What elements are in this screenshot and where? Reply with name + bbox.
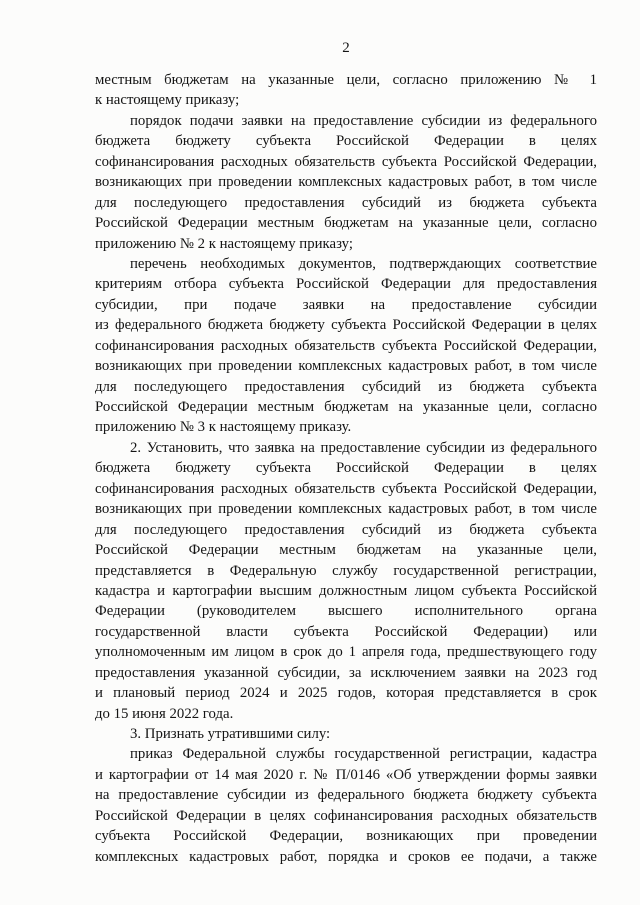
paragraph: [95, 744, 597, 867]
text-line: до 15 июня 2022 года.: [95, 705, 234, 722]
text-line: приложению № 3 к настоящему приказу.: [95, 419, 352, 436]
text-line: бюджета бюджету субъекта Российской Федерации в целях: [95, 133, 597, 150]
text-line: Российской Федерации в целях софинансирования расходных обязательств: [95, 807, 597, 824]
text-line: возникающих при проведении комплексных кадастровых работ, в том числе: [95, 174, 597, 191]
text-line: приказ Федеральной службы государственной регистрации, кадастра: [130, 746, 597, 763]
text-line: перечень необходимых документов, подтверждающих соответствие: [130, 255, 597, 272]
text-line: субсидии, при подаче заявки на предоставление субсидии: [95, 296, 597, 313]
text-line: на предоставление субсидии из федерального бюджета бюджету субъекта: [95, 787, 597, 804]
text-line: кадастра и картографии высшим должностным лицом субъекта Российской: [95, 582, 597, 599]
text-line: и плановый период 2024 и 2025 годов, которая представляется в срок: [95, 685, 597, 702]
text-line: для последующего предоставления субсидий из бюджета субъекта: [95, 378, 597, 395]
text-line: субъекта Российской Федерации, возникающих при проведении: [95, 828, 597, 845]
text-line: комплексных кадастровых работ, порядка и сроков ее подачи, а также: [95, 848, 597, 865]
text-line: для последующего предоставления субсидий из бюджета субъекта: [95, 521, 597, 538]
paragraph: [95, 254, 597, 438]
text-line: 2. Установить, что заявка на предоставление субсидии из федерального: [130, 439, 597, 456]
text-line: Российской Федерации местным бюджетам на указанные цели, согласно: [95, 399, 597, 415]
text-line: приложению № 2 к настоящему приказу;: [95, 235, 353, 252]
text-line: государственной власти субъекта Российской Федерации) или: [95, 623, 597, 640]
text-line: бюджета бюджету субъекта Российской Федерации в целях: [95, 460, 597, 477]
document-body: [95, 70, 597, 867]
text-line: порядок подачи заявки на предоставление субсидии из федерального: [130, 112, 597, 129]
text-line: Российской Федерации местным бюджетам на указанные цели,: [95, 542, 597, 559]
text-line: софинансирования расходных обязательств субъекта Российской Федерации,: [95, 337, 597, 354]
paragraph: [95, 70, 597, 111]
text-line: местным бюджетам на указанные цели, согласно приложению № 1: [95, 72, 597, 88]
paragraph: [95, 111, 597, 254]
text-line: Федерации (руководителем высшего исполнительного органа: [95, 603, 597, 620]
text-line: уполномоченным им лицом в срок до 1 апреля года, предшествующего году: [95, 644, 597, 661]
text-line: возникающих при проведении комплексных кадастровых работ, в том числе: [95, 501, 597, 518]
text-line: возникающих при проведении комплексных кадастровых работ, в том числе: [95, 358, 597, 375]
text-line: 3. Признать утратившими силу:: [130, 726, 331, 742]
paragraph: [95, 724, 597, 744]
text-line: софинансирования расходных обязательств субъекта Российской Федерации,: [95, 480, 597, 497]
text-line: предоставления указанной субсидии, за исключением заявки на 2023 год: [95, 664, 597, 681]
text-line: Российской Федерации местным бюджетам на указанные цели, согласно: [95, 215, 597, 232]
text-line: и картографии от 14 мая 2020 г. № П/0146 «Об утверждении формы заявки: [95, 766, 597, 783]
text-line: критериям отбора субъекта Российской Федерации для предоставления: [95, 276, 597, 293]
paragraph: [95, 438, 597, 724]
text-line: софинансирования расходных обязательств субъекта Российской Федерации,: [95, 153, 597, 170]
text-line: из федерального бюджета бюджету субъекта Российской Федерации в целях: [95, 317, 597, 334]
page-number: 2: [342, 40, 350, 56]
text-line: для последующего предоставления субсидий из бюджета субъекта: [95, 194, 597, 211]
text-line: к настоящему приказу;: [95, 92, 240, 109]
text-line: представляется в Федеральную службу государственной регистрации,: [95, 562, 597, 579]
